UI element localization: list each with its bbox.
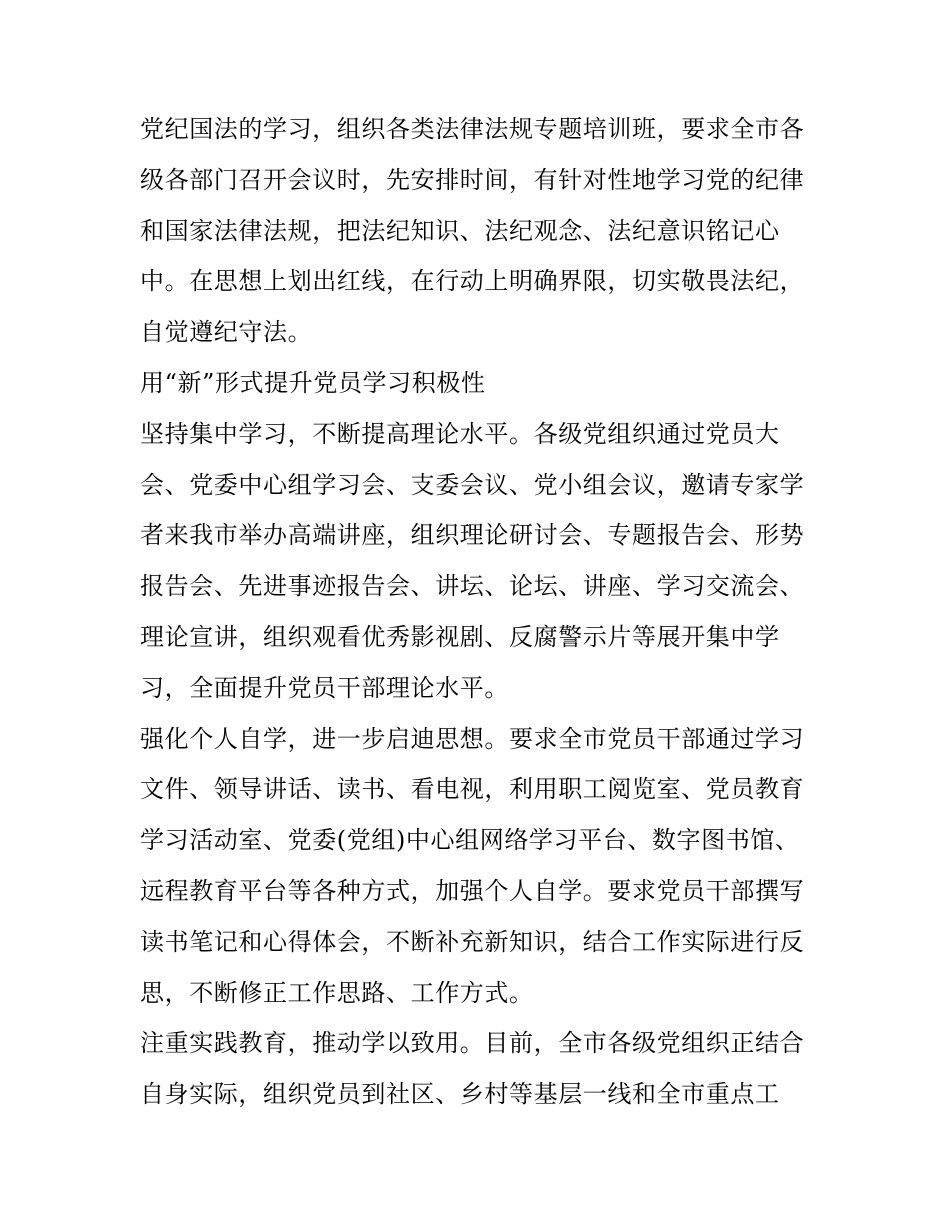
text-line: 习，全面提升党员干部理论水平。 <box>140 673 509 702</box>
text-line: 党纪国法的学习，组织各类法律法规专题培训班，要求全市各 <box>140 115 805 143</box>
document-body <box>140 104 820 1120</box>
paragraph-discipline-study <box>140 104 820 358</box>
text-line: 自觉遵纪守法。 <box>140 318 313 347</box>
text-line: 理论宣讲，组织观看优秀影视剧、反腐警示片等展开集中学 <box>140 622 780 651</box>
text-line: 和国家法律法规，把法纪知识、法纪观念、法纪意识铭记心 <box>140 216 780 245</box>
text-line: 注重实践教育，推动学以致用。目前，全市各级党组织正结合 <box>140 1029 805 1058</box>
text-line: 远程教育平台等各种方式，加强个人自学。要求党员干部撰写 <box>140 876 805 905</box>
text-line: 坚持集中学习，不断提高理论水平。各级党组织通过党员大 <box>140 419 780 448</box>
heading-text: 用“新”形式提升党员学习积极性 <box>140 368 486 397</box>
section-heading <box>140 358 820 409</box>
paragraph-practice-education <box>140 1018 820 1120</box>
text-line: 者来我市举办高端讲座，组织理论研讨会、专题报告会、形势 <box>140 521 805 550</box>
text-line: 中。在思想上划出红线，在行动上明确界限，切实敬畏法纪， <box>140 267 805 296</box>
paragraph-centralized-study <box>140 409 820 714</box>
paragraph-self-study <box>140 714 820 1019</box>
text-line: 文件、领导讲话、读书、看电视，利用职工阅览室、党员教育 <box>140 775 805 804</box>
text-line: 自身实际，组织党员到社区、乡村等基层一线和全市重点工 <box>140 1080 780 1109</box>
text-line: 强化个人自学，进一步启迪思想。要求全市党员干部通过学习 <box>140 724 805 753</box>
text-line: 报告会、先进事迹报告会、讲坛、论坛、讲座、学习交流会、 <box>140 572 805 601</box>
text-line: 学习活动室、党委(党组)中心组网络学习平台、数字图书馆、 <box>140 826 800 855</box>
text-line: 级各部门召开会议时，先安排时间，有针对性地学习党的纪律 <box>140 165 805 194</box>
text-line: 读书笔记和心得体会，不断补充新知识，结合工作实际进行反 <box>140 927 805 956</box>
text-line: 思，不断修正工作思路、工作方式。 <box>140 978 534 1007</box>
text-line: 会、党委中心组学习会、支委会议、党小组会议，邀请专家学 <box>140 470 805 499</box>
